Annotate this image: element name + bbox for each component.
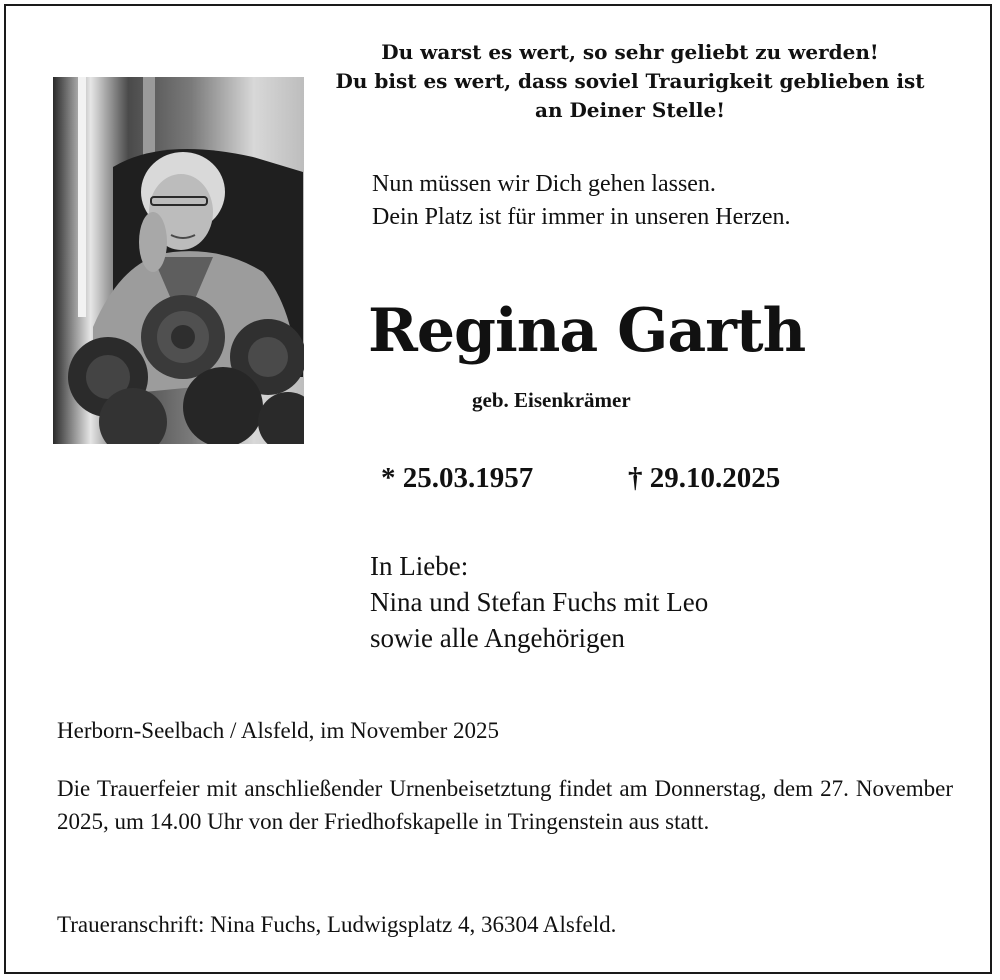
family-line-1: In Liebe: xyxy=(370,551,469,581)
portrait-photo xyxy=(53,77,304,444)
birth-name: geb. Eisenkrämer xyxy=(472,388,631,412)
birth-date: * 25.03.1957 xyxy=(381,462,534,494)
place-date: Herborn-Seelbach / Alsfeld, im November 2025 xyxy=(57,718,499,743)
family-line-2: Nina und Stefan Fuchs mit Leo xyxy=(370,587,709,617)
motto-line-3: an Deiner Stelle! xyxy=(535,98,725,122)
family-signature xyxy=(370,548,708,656)
death-date: † 29.10.2025 xyxy=(628,462,781,494)
motto-quote xyxy=(330,38,930,125)
funeral-service-text: Die Trauerfeier mit anschließender Urnenbeisetztung findet am Donnerstag, dem 27. November 2025, um 14.00 Uhr von der Friedhofskapelle in Tringenstein aus statt. xyxy=(57,776,953,834)
motto-line-2: Du bist es wert, dass soviel Traurigkeit geblieben ist xyxy=(335,69,925,93)
family-line-3: sowie alle Angehörigen xyxy=(370,623,625,653)
deceased-name: Regina Garth xyxy=(368,296,806,366)
verse xyxy=(372,168,791,234)
verse-line-1: Nun müssen wir Dich gehen lassen. xyxy=(372,171,716,197)
verse-line-2: Dein Platz ist für immer in unseren Herzen. xyxy=(372,204,791,230)
motto-line-1: Du warst es wert, so sehr geliebt zu werden! xyxy=(381,40,879,64)
mourning-address: Traueranschrift: Nina Fuchs, Ludwigsplatz 4, 36304 Alsfeld. xyxy=(57,912,617,937)
portrait-image xyxy=(53,77,304,444)
